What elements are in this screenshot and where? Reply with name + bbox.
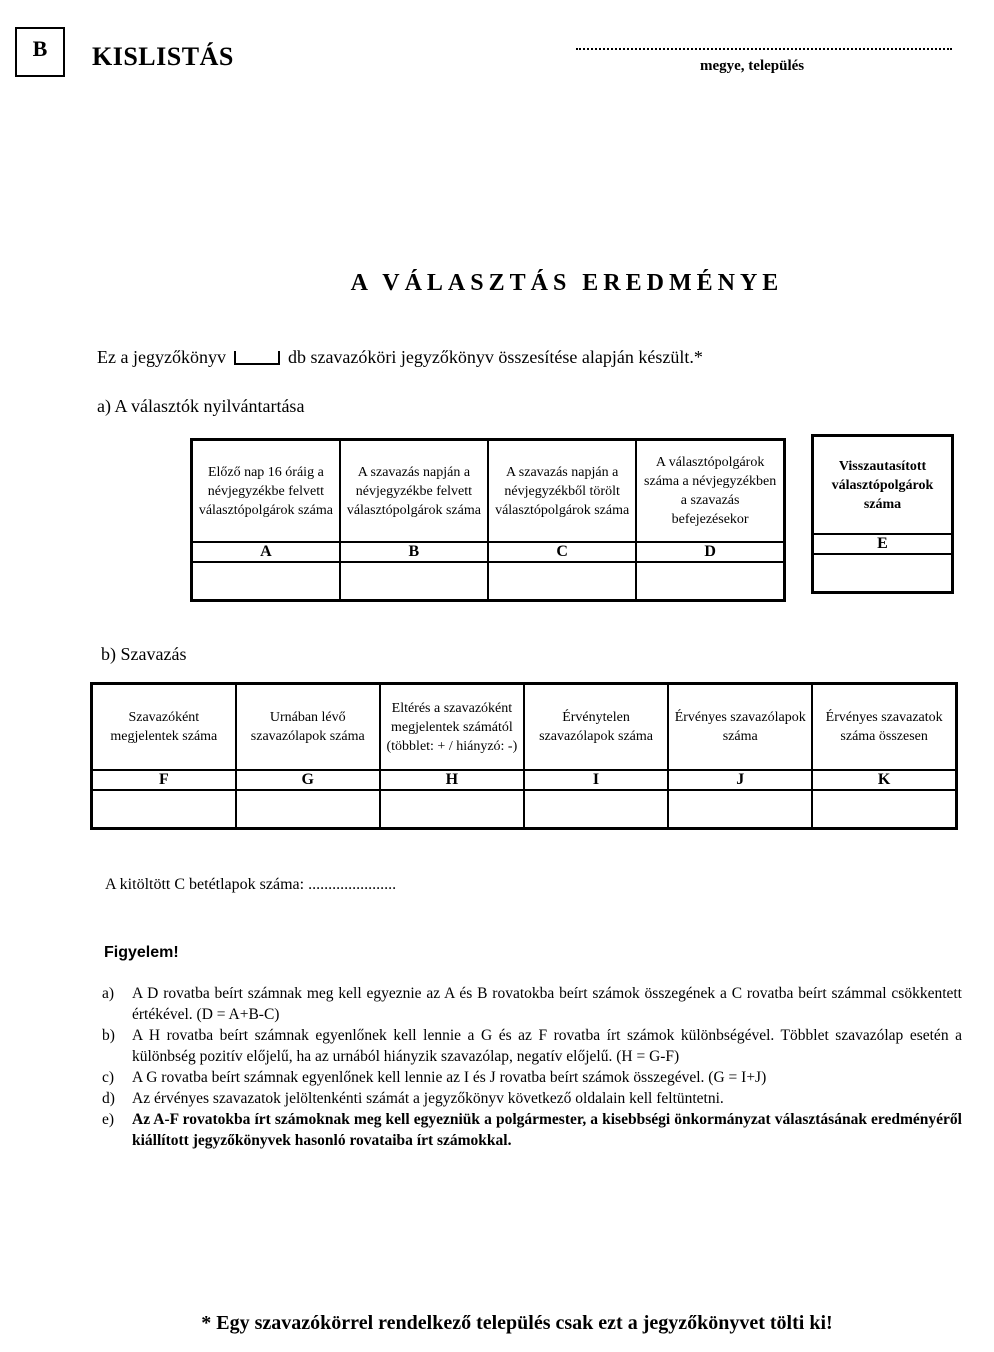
form-letter-box: B bbox=[15, 27, 65, 77]
note-label: a) bbox=[102, 985, 115, 1002]
col-k-header: Érvényes szavazatok száma összesen bbox=[812, 684, 956, 771]
col-j-code: J bbox=[668, 770, 812, 790]
col-h-code: H bbox=[380, 770, 524, 790]
footnote: * Egy szavazókörrel rendelkező település csak ezt a jegyzőkönyvet tölti ki! bbox=[201, 1312, 833, 1334]
col-k-code: K bbox=[812, 770, 956, 790]
note-label: c) bbox=[102, 1069, 115, 1086]
col-d-header: A választópolgárok száma a névjegyzékben a szavazás befejezésekor bbox=[636, 440, 784, 543]
filled-c-sheets-line[interactable]: A kitöltött C betétlapok száma: ...................... bbox=[105, 876, 397, 893]
col-i-code: I bbox=[524, 770, 668, 790]
county-dotted-line[interactable] bbox=[576, 38, 952, 50]
col-f-code: F bbox=[92, 770, 236, 790]
col-a-header: Előző nap 16 óráig a névjegyzékbe felvett választópolgárok száma bbox=[192, 440, 340, 543]
note-text: Az érvényes szavazatok jelöltenkénti számát a jegyzőkönyv következő oldalain kell feltüntetni. bbox=[132, 1090, 724, 1107]
note-item bbox=[102, 1088, 962, 1109]
col-c-code: C bbox=[488, 542, 636, 562]
col-a-code: A bbox=[192, 542, 340, 562]
count-blank-field[interactable] bbox=[234, 351, 280, 365]
col-g-code: G bbox=[236, 770, 380, 790]
note-label: b) bbox=[102, 1027, 115, 1044]
col-h-value-cell[interactable] bbox=[380, 790, 524, 829]
col-i-value-cell[interactable] bbox=[524, 790, 668, 829]
voting-table bbox=[90, 682, 958, 830]
intro-before: Ez a jegyzőkönyv bbox=[97, 347, 226, 367]
col-j-header: Érvényes szavazólapok száma bbox=[668, 684, 812, 771]
intro-line bbox=[97, 347, 703, 368]
section-b-title: b) Szavazás bbox=[101, 644, 187, 664]
col-i-header: Érvénytelen szavazólapok száma bbox=[524, 684, 668, 771]
note-label: d) bbox=[102, 1090, 115, 1107]
section-a-title: a) A választók nyilvántartása bbox=[97, 396, 305, 416]
col-k-value-cell[interactable] bbox=[812, 790, 956, 829]
col-e-header: Visszautasított választópolgárok száma bbox=[813, 436, 953, 535]
col-d-value-cell[interactable] bbox=[636, 562, 784, 601]
note-item bbox=[102, 983, 962, 1025]
col-a-value-cell[interactable] bbox=[192, 562, 340, 601]
intro-after: db szavazóköri jegyzőkönyv összesítése alapján készült.* bbox=[287, 347, 703, 367]
note-item bbox=[102, 1067, 962, 1088]
notes-list bbox=[102, 983, 962, 1151]
note-text: A G rovatba beírt számnak egyenlőnek kell lennie az I és J rovatba beírt számok összegével. (G = I+J) bbox=[132, 1069, 767, 1086]
attention-heading: Figyelem! bbox=[104, 944, 179, 961]
col-j-value-cell[interactable] bbox=[668, 790, 812, 829]
col-e-code: E bbox=[813, 534, 953, 554]
note-item bbox=[102, 1109, 962, 1151]
note-item bbox=[102, 1025, 962, 1067]
main-title: A VÁLASZTÁS EREDMÉNYE bbox=[350, 270, 784, 296]
col-d-code: D bbox=[636, 542, 784, 562]
col-f-value-cell[interactable] bbox=[92, 790, 236, 829]
voter-registry-table bbox=[190, 438, 786, 602]
col-e-value-cell[interactable] bbox=[813, 554, 953, 593]
rejected-voters-table bbox=[811, 434, 954, 594]
note-label: e) bbox=[102, 1111, 115, 1128]
col-g-header: Urnában lévő szavazólapok száma bbox=[236, 684, 380, 771]
col-g-value-cell[interactable] bbox=[236, 790, 380, 829]
county-label: megye, település bbox=[700, 58, 805, 74]
col-b-code: B bbox=[340, 542, 488, 562]
form-title: KISLISTÁS bbox=[92, 42, 234, 71]
col-c-header: A szavazás napján a névjegyzékből törölt választópolgárok száma bbox=[488, 440, 636, 543]
note-text: Az A-F rovatokba írt számoknak meg kell egyezniük a polgármester, a kisebbségi önkormányzat választásának eredményéről kiállított jegyzőkönyvek hasonló rovataiba írt számokkal. bbox=[132, 1111, 962, 1149]
col-c-value-cell[interactable] bbox=[488, 562, 636, 601]
col-h-header: Eltérés a szavazóként megjelentek számától (többlet: + / hiányzó: -) bbox=[380, 684, 524, 771]
col-b-header: A szavazás napján a névjegyzékbe felvett választópolgárok száma bbox=[340, 440, 488, 543]
note-text: A H rovatba beírt számnak egyenlőnek kell lennie a G és az F rovatba írt számok különbségével. Többlet szavazólap esetén a különbség pozitív előjelű, ha az urnából hiányzik szavazólap, negatív előjelű. (H = G-F) bbox=[132, 1027, 962, 1065]
note-text: A D rovatba beírt számnak meg kell egyeznie az A és B rovatokba beírt számok összegének a C rovatba beírt számmal csökkentett értékével. (D = A+B-C) bbox=[132, 985, 962, 1023]
col-f-header: Szavazóként megjelentek száma bbox=[92, 684, 236, 771]
col-b-value-cell[interactable] bbox=[340, 562, 488, 601]
